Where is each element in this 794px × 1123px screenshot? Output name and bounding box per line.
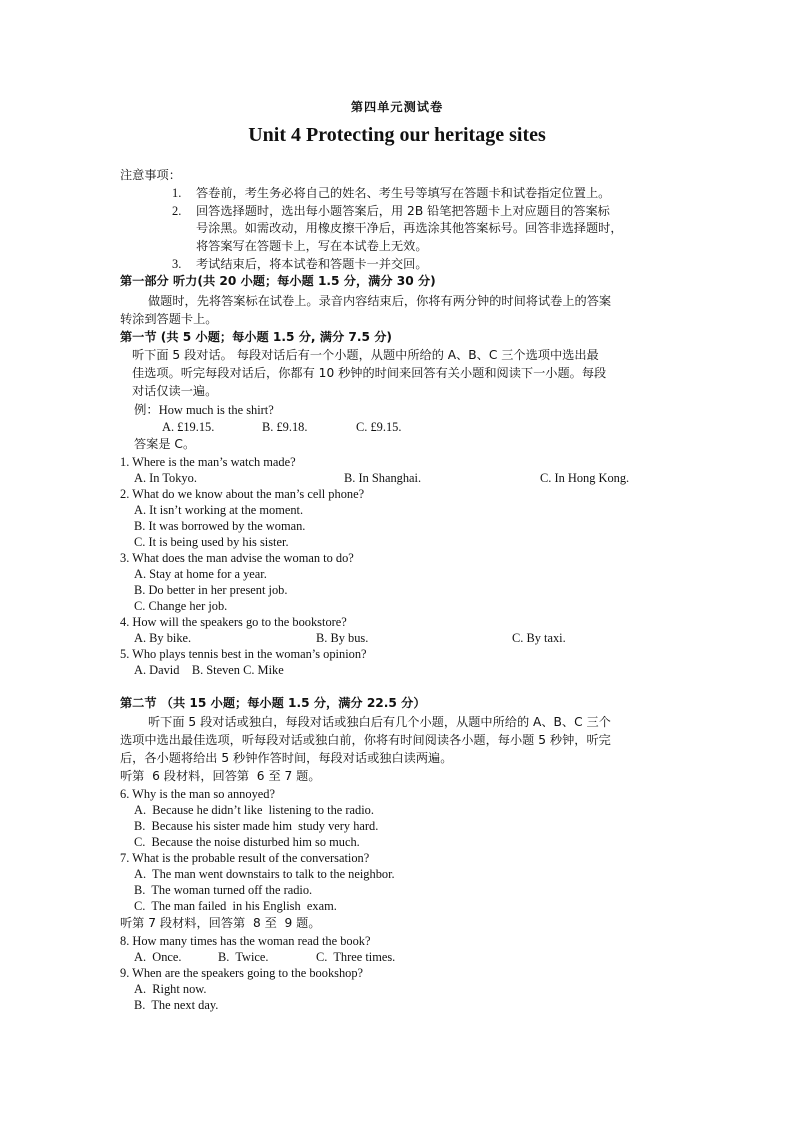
question-7: 7. What is the probable result of the conversation? [120, 851, 370, 865]
q4-option-b: B. By bus. [316, 631, 369, 645]
notice-item-1: 答卷前，考生务必将自己的姓名、考生号等填写在答题卡和试卷指定位置上。 [196, 186, 611, 200]
q1-option-b: B. In Shanghai. [344, 471, 422, 485]
example-answer: 答案是 C。 [134, 437, 196, 451]
section1-intro-line-1: 听下面 5 段对话。 每段对话后有一个小题，从题中所给的 A、B、C 三个选项中选出最 [132, 348, 599, 362]
q2-option-c: C. It is being used by his sister. [134, 535, 289, 549]
page-title-cn: 第四单元测试卷 [350, 100, 444, 114]
notice-num-2: 2. [172, 204, 182, 218]
notice-num-1: 1. [172, 186, 182, 200]
section2-intro-line-1: 听下面 5 段对话或独白，每段对话或独白后有几个小题，从题中所给的 A、B、C 三个 [148, 715, 611, 729]
q3-option-c: C. Change her job. [134, 599, 228, 613]
q4-option-a: A. By bike. [134, 631, 192, 645]
notice-item-3: 考试结束后，将本试卷和答题卡一并交回。 [196, 257, 428, 271]
q7-option-a: A. The man went downstairs to talk to the neighbor. [134, 867, 395, 881]
example-question: 例：How much is the shirt? [134, 403, 274, 417]
q6-option-b: B. Because his sister made him study very hard. [134, 819, 379, 833]
section2-intro-line-3: 后，各小题将给出 5 秒钟作答时间，每段对话或独白读两遍。 [120, 751, 453, 765]
part1-heading: 第一部分 听力(共 20 小题；每小题 1.5 分，满分 30 分) [120, 274, 436, 288]
part1-intro-line-1: 做题时，先将答案标在试卷上。录音内容结束后，你将有两分钟的时间将试卷上的答案 [148, 294, 612, 308]
material-7-instruction: 听第 7 段材料，回答第 8 至 9 题。 [120, 916, 321, 930]
q2-option-a: A. It isn’t working at the moment. [134, 503, 304, 517]
section2-heading: 第二节 （共 15 小题；每小题 1.5 分，满分 22.5 分） [120, 696, 426, 710]
question-8: 8. How many times has the woman read the book? [120, 934, 371, 948]
question-5: 5. Who plays tennis best in the woman’s opinion? [120, 647, 367, 661]
q7-option-c: C. The man failed in his English exam. [134, 899, 337, 913]
question-3: 3. What does the man advise the woman to do? [120, 551, 354, 565]
question-9: 9. When are the speakers going to the bookshop? [120, 966, 364, 980]
question-6: 6. Why is the man so annoyed? [120, 787, 275, 801]
section2-intro-line-2: 选项中选出最佳选项，听每段对话或独白前，你将有时间阅读各小题，每小题 5 秒钟，听完 [120, 733, 611, 747]
q1-option-a: A. In Tokyo. [134, 471, 197, 485]
page-title-en: Unit 4 Protecting our heritage sites [248, 124, 546, 146]
section1-intro-line-3: 对话仅读一遍。 [132, 384, 218, 398]
example-option-a: A. £19.15. [162, 420, 215, 434]
q4-option-c: C. By taxi. [512, 631, 566, 645]
q6-option-c: C. Because the noise disturbed him so much. [134, 835, 360, 849]
q9-option-a: A. Right now. [134, 982, 207, 996]
example-option-c: C. £9.15. [356, 420, 402, 434]
question-4: 4. How will the speakers go to the bookstore? [120, 615, 347, 629]
notice-num-3: 3. [172, 257, 182, 271]
q5-options: A. David B. Steven C. Mike [134, 663, 284, 677]
q8-option-b: B. Twice. [218, 950, 269, 964]
q3-option-a: A. Stay at home for a year. [134, 567, 267, 581]
q1-option-c: C. In Hong Kong. [540, 471, 630, 485]
part1-intro-line-2: 转涂到答题卡上。 [120, 312, 218, 326]
q8-option-c: C. Three times. [316, 950, 396, 964]
q7-option-b: B. The woman turned off the radio. [134, 883, 313, 897]
example-option-b: B. £9.18. [262, 420, 308, 434]
material-6-instruction: 听第 6 段材料，回答第 6 至 7 题。 [120, 769, 321, 783]
q9-option-b: B. The next day. [134, 998, 219, 1012]
notice-heading: 注意事项： [120, 168, 181, 182]
q2-option-b: B. It was borrowed by the woman. [134, 519, 306, 533]
question-1: 1. Where is the man’s watch made? [120, 455, 296, 469]
q8-option-a: A. Once. [134, 950, 182, 964]
q6-option-a: A. Because he didn’t like listening to the radio. [134, 803, 374, 817]
question-2: 2. What do we know about the man’s cell phone? [120, 487, 365, 501]
section1-intro-line-2: 佳选项。听完每段对话后，你都有 10 秒钟的时间来回答有关小题和阅读下一小题。每段 [132, 366, 607, 380]
q3-option-b: B. Do better in her present job. [134, 583, 288, 597]
notice-item-2-line-3: 将答案写在答题卡上，写在本试卷上无效。 [196, 239, 428, 253]
section1-heading: 第一节 (共 5 小题；每小题 1.5 分, 满分 7.5 分) [120, 330, 392, 344]
notice-item-2-line-1: 回答选择题时，选出每小题答案后，用 2B 铅笔把答题卡上对应题目的答案标 [196, 204, 610, 218]
notice-item-2-line-2: 号涂黑。如需改动，用橡皮擦干净后，再选涂其他答案标号。回答非选择题时， [196, 221, 623, 235]
